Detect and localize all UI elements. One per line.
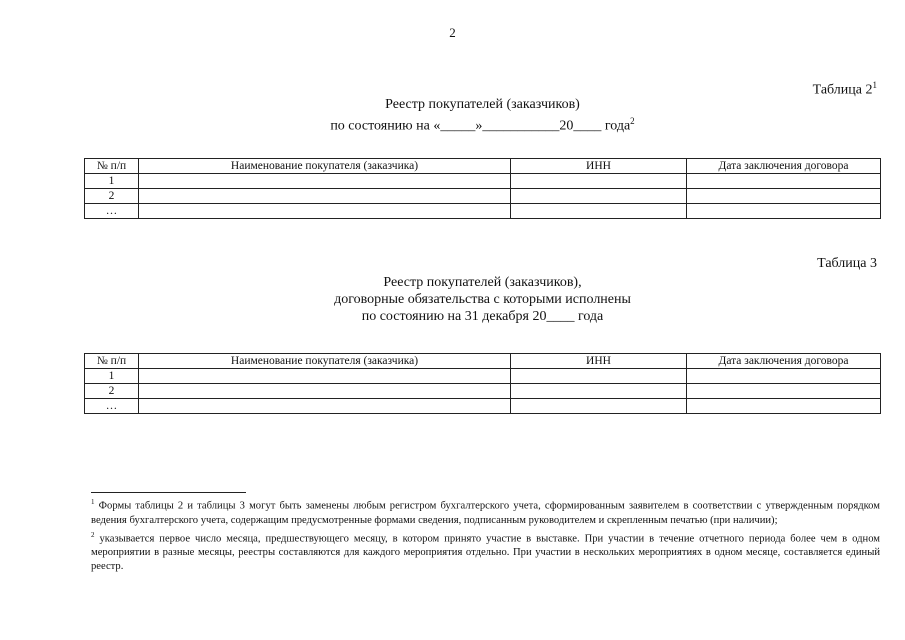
table-row [85, 174, 881, 189]
table2-header-num: № п/п [85, 159, 139, 174]
table2-header-row [85, 159, 881, 174]
page-number: 2 [449, 25, 456, 40]
table-row [85, 189, 881, 204]
table3-cell [511, 399, 687, 414]
table3-cell [687, 399, 881, 414]
table3-header-num: № п/п [85, 354, 139, 369]
footnote-1-text: Формы таблицы 2 и таблицы 3 могут быть заменены любым регистром бухгалтерского учета, сформированным заявителем в соответствии с утвержденным порядком ведения бухгалтерского учета, содержащим предусмотренные формами сведения, подписанным руководителем и скрепленным печатью (при наличии); [91, 500, 880, 526]
table2-cell [139, 204, 511, 219]
table-row [85, 384, 881, 399]
table2-cell [139, 174, 511, 189]
table2-header-name: Наименование покупателя (заказчика) [139, 159, 511, 174]
footnotes [91, 495, 880, 574]
table3-cell [511, 384, 687, 399]
table3-header-inn: ИНН [511, 354, 687, 369]
table2-row-num: 1 [85, 174, 139, 189]
table3-cell [139, 369, 511, 384]
table2-row-num: … [85, 204, 139, 219]
table2-label-footnote-mark: 1 [872, 80, 877, 90]
footnote-1 [91, 495, 880, 528]
table3-label: Таблица 3 [817, 256, 877, 271]
table2-title-line1: Реестр покупателей (заказчиков) [385, 97, 580, 112]
table2-cell [511, 204, 687, 219]
table3-row-num: … [85, 399, 139, 414]
table2-cell [511, 174, 687, 189]
table2-label-text: Таблица 2 [812, 82, 873, 98]
table2-cell [687, 204, 881, 219]
table2-cell [139, 189, 511, 204]
table3-cell [511, 369, 687, 384]
table2-header-date: Дата заключения договора [687, 159, 881, 174]
table2-title-footnote-mark: 2 [630, 116, 635, 126]
table2-cell [687, 174, 881, 189]
table2-header-inn: ИНН [511, 159, 687, 174]
table3-row-num: 2 [85, 384, 139, 399]
table2-title-line2-text: по состоянию на «_____»___________20____ года [330, 118, 631, 134]
table2-row-num: 2 [85, 189, 139, 204]
table-row [85, 399, 881, 414]
table2-title-line2 [0, 113, 905, 135]
table2-cell [687, 189, 881, 204]
table3-title-line3: по состоянию на 31 декабря 20____ года [361, 309, 604, 324]
footnote-divider [91, 492, 246, 493]
table3-registry [84, 353, 881, 414]
table3-header-row [85, 354, 881, 369]
table3-cell [687, 384, 881, 399]
footnote-2-mark: 2 [91, 530, 95, 539]
table3-cell [139, 399, 511, 414]
table3-title [0, 274, 905, 325]
footnote-2-text: указывается первое число месяца, предшествующего месяцу, в котором принято участие в выставке. При участии в течение отчетного периода более чем в одном мероприятии в разные месяцы, реестры составляются для каждого мероприятия отдельно. При участии в нескольких мероприятиях в одном месяце, составляется единый реестр. [91, 533, 880, 573]
table3-header-name: Наименование покупателя (заказчика) [139, 354, 511, 369]
table3-title-line1: Реестр покупателей (заказчиков), [383, 275, 582, 290]
table3-cell [687, 369, 881, 384]
table3-header-date: Дата заключения договора [687, 354, 881, 369]
footnote-1-mark: 1 [91, 498, 95, 506]
table3-title-line2: договорные обязательства с которыми исполнены [334, 292, 631, 307]
footnote-2 [91, 528, 880, 575]
table2-registry [84, 158, 881, 219]
table2-title [0, 96, 905, 135]
table3-cell [139, 384, 511, 399]
table2-cell [511, 189, 687, 204]
table3-row-num: 1 [85, 369, 139, 384]
table-row [85, 369, 881, 384]
table-row [85, 204, 881, 219]
